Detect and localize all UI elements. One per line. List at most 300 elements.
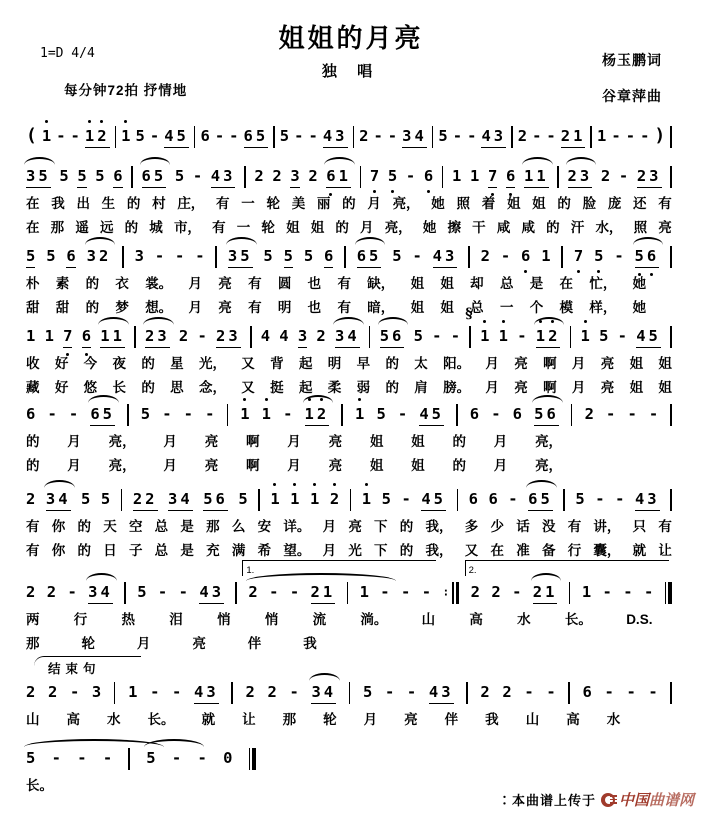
note-digit: 1 (121, 126, 130, 146)
note-digit: 2 (26, 583, 36, 601)
note-token (133, 489, 158, 511)
note-digit: 2 (308, 167, 318, 185)
note-token (63, 326, 72, 348)
note-digit: 4 (481, 127, 491, 145)
barline (250, 326, 252, 348)
lyric-syllable: 月 (163, 434, 177, 449)
note-digit: 6 (488, 490, 498, 508)
notes-row (26, 306, 672, 348)
note-digit: 1 (85, 126, 94, 146)
note-digit: 4 (180, 490, 190, 508)
lyric-syllable: 亮 (514, 380, 528, 395)
lyric-syllable: 高 (66, 712, 81, 727)
lyrics-row (26, 457, 562, 474)
lyric-syllable: 两 (26, 612, 40, 627)
note-digit: 3 (441, 683, 451, 701)
note-token (574, 246, 583, 266)
note-digit: 3 (228, 327, 238, 345)
bar-line (114, 682, 116, 704)
note-digit: 3 (335, 127, 345, 145)
slur-arc-icon (44, 480, 75, 488)
note-token (359, 126, 368, 146)
note-digit: 5 (279, 127, 290, 145)
lyric-syllable: 总 (470, 300, 484, 315)
note-digit: 2 (26, 490, 36, 508)
note-token (179, 326, 188, 346)
lyric-syllable: 月 (322, 543, 337, 558)
note-token (357, 246, 382, 268)
note-token (284, 246, 293, 268)
note-digit: 1 (545, 583, 555, 601)
dash-token (150, 682, 159, 702)
note-digit: - (648, 683, 658, 701)
lyric-syllable: 那 (282, 712, 297, 727)
lyric-syllable: 总 (154, 543, 169, 558)
barline (353, 126, 355, 148)
note-token (480, 326, 489, 346)
lyric-syllable: 我 (303, 636, 317, 651)
barline (134, 326, 136, 348)
note-digit: 4 (279, 327, 289, 345)
dash-token (614, 246, 623, 266)
barline (258, 489, 260, 511)
key-signature: 1=D 4/4 (40, 46, 95, 61)
lyric-syllable: 她 (632, 300, 647, 315)
note-token (26, 489, 35, 509)
note-token (355, 404, 364, 424)
dash-token (150, 126, 159, 146)
note-token (85, 126, 110, 148)
note-token (261, 326, 270, 346)
note-token (601, 166, 610, 186)
lyric-syllable: 的 (399, 519, 414, 534)
barline (121, 489, 123, 511)
note-digit: 6 (82, 326, 91, 346)
note-digit: 5 (388, 166, 397, 186)
lyric-syllable: 水， (595, 220, 623, 235)
note-digit: - (171, 749, 182, 767)
note-digit: 5 (438, 127, 448, 145)
lyric-syllable: 准 (516, 543, 530, 558)
dash-token (649, 404, 658, 424)
lyric-syllable: 亮， (384, 220, 412, 235)
octave-dot-above (243, 398, 246, 401)
site-logo (601, 789, 694, 810)
note-token (268, 682, 277, 702)
dash-token (388, 126, 397, 146)
lyric-syllable: 空 (128, 519, 143, 534)
dash-token (512, 582, 521, 602)
dash-token (603, 582, 612, 602)
note-digit: - (524, 683, 534, 701)
note-digit: 3 (334, 327, 345, 345)
lyric-syllable: 泪 (169, 612, 183, 627)
lyric-syllable: 姐 (369, 458, 384, 473)
note-digit: 3 (88, 583, 98, 601)
note-token (113, 166, 122, 188)
note-digit: - (602, 583, 612, 601)
note-token (244, 126, 269, 148)
note-digit: 4 (323, 683, 334, 701)
lyric-syllable: 起 (298, 356, 313, 371)
note-digit: 2 (502, 683, 512, 701)
note-token (376, 404, 385, 424)
barline (468, 246, 470, 268)
octave-dot-above (313, 483, 316, 486)
lyrics-row (26, 433, 562, 450)
note-token (270, 489, 279, 509)
note-token (88, 582, 113, 604)
barline (569, 582, 571, 604)
section-label: 结束句 (34, 656, 141, 677)
lyric-syllable: 姐 (410, 300, 425, 315)
note-digit: 5 (263, 247, 273, 265)
dash-token (432, 326, 441, 346)
note-digit: - (197, 327, 207, 345)
dash-token (67, 582, 76, 602)
note-digit: 4 (421, 490, 431, 508)
lyric-syllable: 亮， (535, 434, 563, 449)
note-digit: 5 (81, 490, 91, 508)
bar-line-thick (252, 748, 256, 770)
note-digit: 2 (548, 326, 557, 346)
dash-token (604, 682, 613, 702)
lyric-syllable: 亮 (218, 276, 232, 291)
notes-row (26, 404, 672, 426)
octave-dot-above (358, 398, 361, 401)
lyric-syllable: 咸 (521, 220, 535, 235)
lyric-syllable: 有 (212, 220, 226, 235)
lyric-syllable: 丽 (316, 196, 331, 211)
lyric-syllable: 的 (342, 196, 356, 211)
note-token (502, 682, 511, 702)
dash-token (508, 489, 517, 509)
note-digit: 5 (203, 490, 213, 508)
note-token (194, 682, 219, 704)
note-digit: - (532, 127, 542, 145)
parenthesis: ( (26, 125, 37, 146)
octave-dot-below (577, 270, 580, 273)
note-digit: - (623, 583, 633, 601)
barline (131, 166, 133, 188)
note-token (528, 489, 553, 511)
note-digit: 1 (597, 127, 607, 145)
note-digit: 2 (480, 683, 490, 701)
lyric-syllable: 城 (149, 220, 163, 235)
note-digit: 2 (316, 327, 326, 345)
note-digit: 6 (200, 127, 210, 145)
footer (498, 789, 694, 810)
note-digit: 5 (303, 247, 314, 265)
lyric-syllable: 的 (26, 458, 40, 473)
note-digit: 5 (140, 405, 151, 423)
lyric-syllable: 日 (103, 543, 117, 558)
lyrics-row (26, 711, 620, 728)
bar-line (131, 166, 133, 188)
lyric-syllable: 下 (374, 519, 388, 534)
note-digit: 4 (634, 490, 645, 508)
note-token (26, 326, 35, 346)
lyric-syllable: 轮 (81, 636, 95, 651)
note-digit: 5 (431, 405, 441, 423)
note-digit: 1 (262, 404, 271, 424)
lyric-syllable: 下 (374, 543, 388, 558)
lyric-syllable: 高 (469, 612, 483, 627)
dash-token (406, 166, 415, 186)
note-digit: 1 (523, 167, 534, 185)
bar-line (124, 582, 126, 604)
repeat-dots-icon: ∶ (442, 586, 450, 599)
slur-arc-icon (355, 237, 386, 245)
lyric-syllable: 姐 (658, 356, 672, 371)
note-digit: 1 (480, 326, 489, 346)
lyric-syllable: 也 (307, 276, 322, 291)
lyric-syllable: 亮 (328, 434, 343, 449)
slur-arc-icon (522, 157, 553, 165)
note-token (47, 582, 56, 602)
lyric-syllable: 希 (257, 543, 272, 558)
note-digit: - (615, 490, 625, 508)
lyric-syllable: 少 (490, 519, 504, 534)
note-digit: 1 (452, 167, 462, 185)
note-digit: 2 (144, 327, 155, 345)
barline (350, 489, 352, 511)
barline (128, 748, 130, 770)
lyric-syllable: 子 (128, 543, 143, 558)
note-digit: - (162, 405, 172, 423)
slur-arc-icon (144, 739, 204, 747)
note-token (470, 404, 479, 424)
barline (670, 404, 672, 426)
note-digit: 5 (635, 246, 644, 266)
dash-token (155, 246, 164, 266)
slur-arc-icon (24, 157, 55, 165)
octave-dot-above (45, 120, 48, 123)
note-token (203, 489, 228, 511)
barline (465, 306, 473, 348)
note-digit: 1 (310, 489, 319, 509)
note-digit: 5 (176, 127, 186, 145)
lyric-syllable: 明 (277, 300, 292, 315)
lyric-syllable: 就 (632, 543, 647, 558)
lyric-syllable: 美 (291, 196, 306, 211)
bar-line (344, 246, 346, 268)
lyric-syllable: 亮 (192, 636, 206, 651)
lyric-syllable: 月 (367, 196, 381, 211)
lyric-syllable: 月 (188, 300, 202, 315)
note-digit: - (149, 127, 160, 145)
dash-token (407, 682, 416, 702)
lyric-syllable: 着 (481, 196, 496, 211)
lyric-syllable: 亮 (218, 300, 232, 315)
note-digit: 2 (178, 327, 189, 345)
dash-token (175, 246, 184, 266)
song-subtitle: 独 唱 (321, 63, 381, 80)
note-digit: 3 (227, 247, 238, 265)
octave-dot-above (265, 398, 268, 401)
note-digit: 2 (584, 405, 594, 423)
note-digit: - (157, 583, 168, 601)
octave-dot-above (483, 320, 486, 323)
barline (194, 126, 196, 148)
dash-token (179, 582, 188, 602)
lyric-syllable: 梦 (115, 300, 129, 315)
lyric-syllable: 的 (77, 543, 91, 558)
note-digit: 3 (168, 490, 178, 508)
lyric-syllable: 热 (121, 612, 136, 627)
bar-line (258, 489, 260, 511)
note-digit: 6 (356, 247, 367, 265)
note-token (145, 326, 170, 348)
note-digit: 1 (581, 583, 592, 601)
bar-line (457, 489, 459, 511)
note-token (392, 246, 401, 266)
note-digit: 5 (362, 683, 373, 701)
volta-bracket: 2. (465, 560, 669, 576)
barline (466, 682, 468, 704)
lyric-syllable: 行 (567, 543, 582, 558)
note-digit: 1 (536, 326, 545, 346)
note-token (323, 126, 348, 148)
note-digit: 1 (470, 167, 480, 185)
lyric-syllable: 月 (287, 458, 301, 473)
note-token (521, 246, 530, 266)
lyrics-row (26, 635, 317, 652)
notes-row (26, 489, 672, 511)
note-digit: 1 (290, 489, 299, 509)
lyric-syllable: 又 (241, 380, 255, 395)
lyric-syllable: 光 (348, 543, 362, 558)
note-token (414, 326, 423, 346)
lyric-syllable: 啊 (543, 380, 557, 395)
lyric-syllable: 总 (499, 276, 514, 291)
lyric-syllable: 备 (541, 543, 556, 558)
segno-icon: § (465, 306, 473, 322)
note-token (536, 326, 561, 348)
dash-token (229, 126, 238, 146)
lyric-syllable: 有 (337, 300, 351, 315)
octave-dot-below (85, 353, 88, 356)
bar-line (231, 682, 233, 704)
bar-line (466, 682, 468, 704)
note-digit: - (508, 490, 518, 508)
note-digit: 4 (347, 327, 357, 345)
lyric-syllable: 素 (55, 276, 70, 291)
note-digit: - (604, 683, 614, 701)
note-digit: 1 (240, 404, 249, 424)
note-token (26, 682, 35, 702)
note-digit: 2 (532, 583, 543, 601)
lyric-syllable: 囊， (593, 543, 621, 558)
slur-arc-icon (526, 480, 557, 488)
note-token (421, 489, 446, 511)
lyric-syllable: 淌。 (360, 612, 388, 627)
octave-dot-below (524, 270, 527, 273)
lyric-syllable: 夜 (112, 356, 126, 371)
lyric-syllable: 出 (76, 196, 90, 211)
lyric-syllable: 月 (188, 276, 202, 291)
lyric-syllable: 是 (529, 276, 544, 291)
lyric-syllable: 亮， (108, 458, 136, 473)
note-digit: - (618, 167, 629, 185)
note-digit: 4 (636, 327, 646, 345)
lyric-syllable: 的 (124, 220, 139, 235)
note-token (46, 246, 55, 266)
note-digit: 5 (594, 246, 603, 266)
note-token (311, 682, 336, 704)
dash-token (380, 582, 389, 602)
barline (442, 166, 444, 188)
note-digit: 3 (290, 167, 300, 185)
note-token (136, 126, 145, 146)
slur-arc-icon (534, 317, 565, 325)
lyric-syllable: D.S. (626, 612, 653, 627)
lyric-syllable: 的 (546, 220, 560, 235)
lyric-syllable: 姐 (369, 434, 384, 449)
note-digit: 5 (240, 247, 250, 265)
note-digit: 2 (567, 167, 577, 185)
octave-dot-below (391, 190, 394, 193)
music-system (26, 748, 256, 794)
dash-token (626, 682, 635, 702)
note-token (481, 246, 490, 266)
note-token (77, 166, 86, 188)
lyric-syllable: 让 (242, 712, 256, 727)
note-digit: 4 (432, 247, 442, 265)
bar-line (590, 126, 592, 148)
lyric-syllable: 甜 (26, 300, 40, 315)
lyric-syllable: 有 (337, 276, 351, 291)
note-digit: 5 (46, 247, 56, 265)
lyric-syllable: 长 (112, 380, 126, 395)
dash-token (611, 126, 620, 146)
lyric-syllable: 长。 (26, 778, 53, 793)
dash-token (373, 126, 382, 146)
dash-token (644, 582, 653, 602)
octave-dot-below (427, 190, 430, 193)
note-digit: 5 (392, 247, 402, 265)
lyric-syllable: 悄 (217, 612, 231, 627)
bar-line (670, 489, 672, 511)
composer-credit: 谷章萍曲 (602, 88, 662, 104)
lyric-syllable: 太 (414, 356, 428, 371)
lyric-syllable: 亮 (600, 356, 615, 371)
lyrics-row (26, 355, 672, 372)
note-token (199, 582, 224, 604)
lyric-syllable: 高 (566, 712, 580, 727)
note-digit: - (648, 405, 659, 423)
barline (571, 404, 573, 426)
slur-arc-icon (303, 395, 334, 403)
note-digit: - (625, 127, 636, 145)
note-digit: 5 (599, 327, 609, 345)
barline (432, 126, 434, 148)
note-digit: 7 (574, 246, 583, 266)
bar-line (568, 682, 570, 704)
octave-dot-above (584, 320, 587, 323)
note-token (135, 246, 144, 266)
note-digit: 2 (359, 127, 369, 145)
lyric-syllable: 有 (658, 519, 672, 534)
lyric-syllable: 轮 (261, 220, 275, 235)
note-token (82, 326, 91, 348)
note-digit: 5 (77, 167, 87, 185)
note-token (100, 326, 125, 348)
note-digit: 6 (26, 405, 36, 423)
slur-arc-icon (86, 573, 117, 581)
note-token (582, 582, 591, 602)
score-area (26, 0, 672, 816)
